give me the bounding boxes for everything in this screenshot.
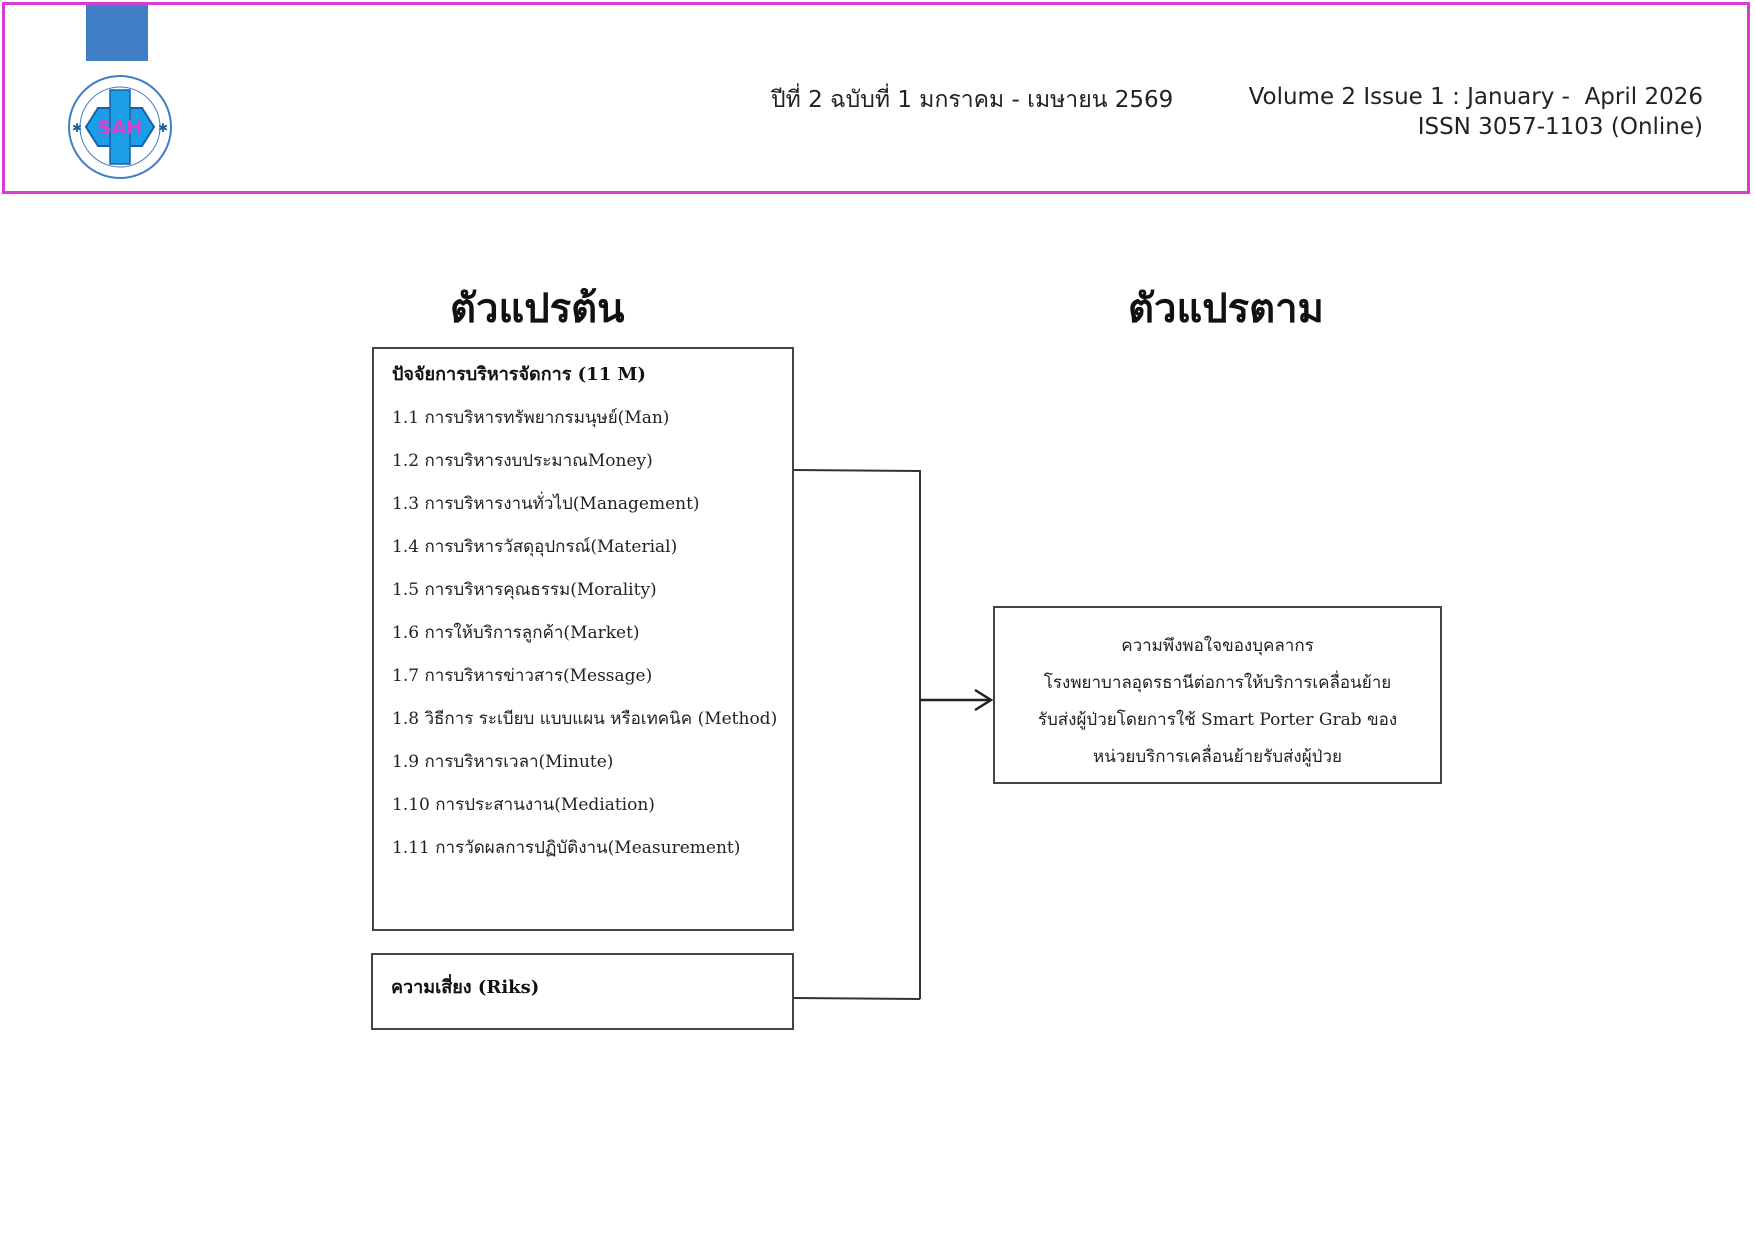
- issue-thai: ปีที่ 2 ฉบับที่ 1 มกราคม - เมษายน 2569: [771, 87, 1174, 113]
- factors-title: ปัจจัยการบริหารจัดการ (11 M): [392, 364, 646, 385]
- issn: ISSN 3057-1103 (Online): [1417, 114, 1703, 140]
- factors-connector: [794, 470, 920, 471]
- factor-item: 1.1 การบริหารทรัพยากรมนุษย์(Man): [392, 408, 670, 428]
- factor-item: 1.8 วิธีการ ระเบียบ แบบแผน หรือเทคนิค (Method): [392, 709, 778, 729]
- outcome-line: ความพึงพอใจของบุคลากร: [1121, 636, 1314, 656]
- issue-english-block: [1249, 82, 1703, 142]
- factor-item: 1.6 การให้บริการลูกค้า(Market): [392, 623, 640, 643]
- risk-connector: [794, 998, 920, 999]
- risk-box: [371, 953, 794, 1030]
- dependent-variable-heading: ตัวแปรตาม: [1128, 285, 1324, 332]
- outcome-line: โรงพยาบาลอุดรธานีต่อการให้บริการเคลื่อนย้าย: [1043, 673, 1392, 693]
- factor-item: 1.4 การบริหารวัสดุอุปกรณ์(Material): [392, 537, 678, 557]
- journal-logo: [66, 72, 174, 182]
- factor-item: 1.2 การบริหารงบประมาณMoney): [392, 451, 653, 471]
- factor-item: 1.9 การบริหารเวลา(Minute): [392, 752, 614, 772]
- factor-list: [392, 397, 792, 870]
- outcome-line: หน่วยบริการเคลื่อนย้ายรับส่งผู้ป่วย: [1093, 747, 1342, 767]
- svg-text:✱: ✱: [158, 121, 169, 135]
- management-factors-box: [372, 347, 794, 931]
- satisfaction-outcome-box: [993, 606, 1442, 784]
- factor-item: 1.11 การวัดผลการปฏิบัติงาน(Measurement): [392, 838, 741, 858]
- factor-item: 1.5 การบริหารคุณธรรม(Morality): [392, 580, 657, 600]
- factor-item: 1.10 การประสานงาน(Mediation): [392, 795, 655, 815]
- risk-title: ความเสี่ยง (Riks): [391, 977, 540, 998]
- outcome-line: รับส่งผู้ป่วยโดยการใช้ Smart Porter Grab ของ: [1037, 710, 1398, 730]
- factor-item: 1.7 การบริหารข่าวสาร(Message): [392, 666, 653, 686]
- independent-variable-heading: ตัวแปรต้น: [450, 285, 625, 332]
- logo-lettering: SAH: [97, 117, 143, 139]
- header-blue-tab: [86, 5, 148, 61]
- arrow-head: [975, 690, 991, 710]
- svg-text:✱: ✱: [72, 121, 83, 135]
- factor-item: 1.3 การบริหารงานทั่วไป(Management): [392, 494, 700, 514]
- issue-english: Volume 2 Issue 1 : January - April 2026: [1248, 84, 1703, 110]
